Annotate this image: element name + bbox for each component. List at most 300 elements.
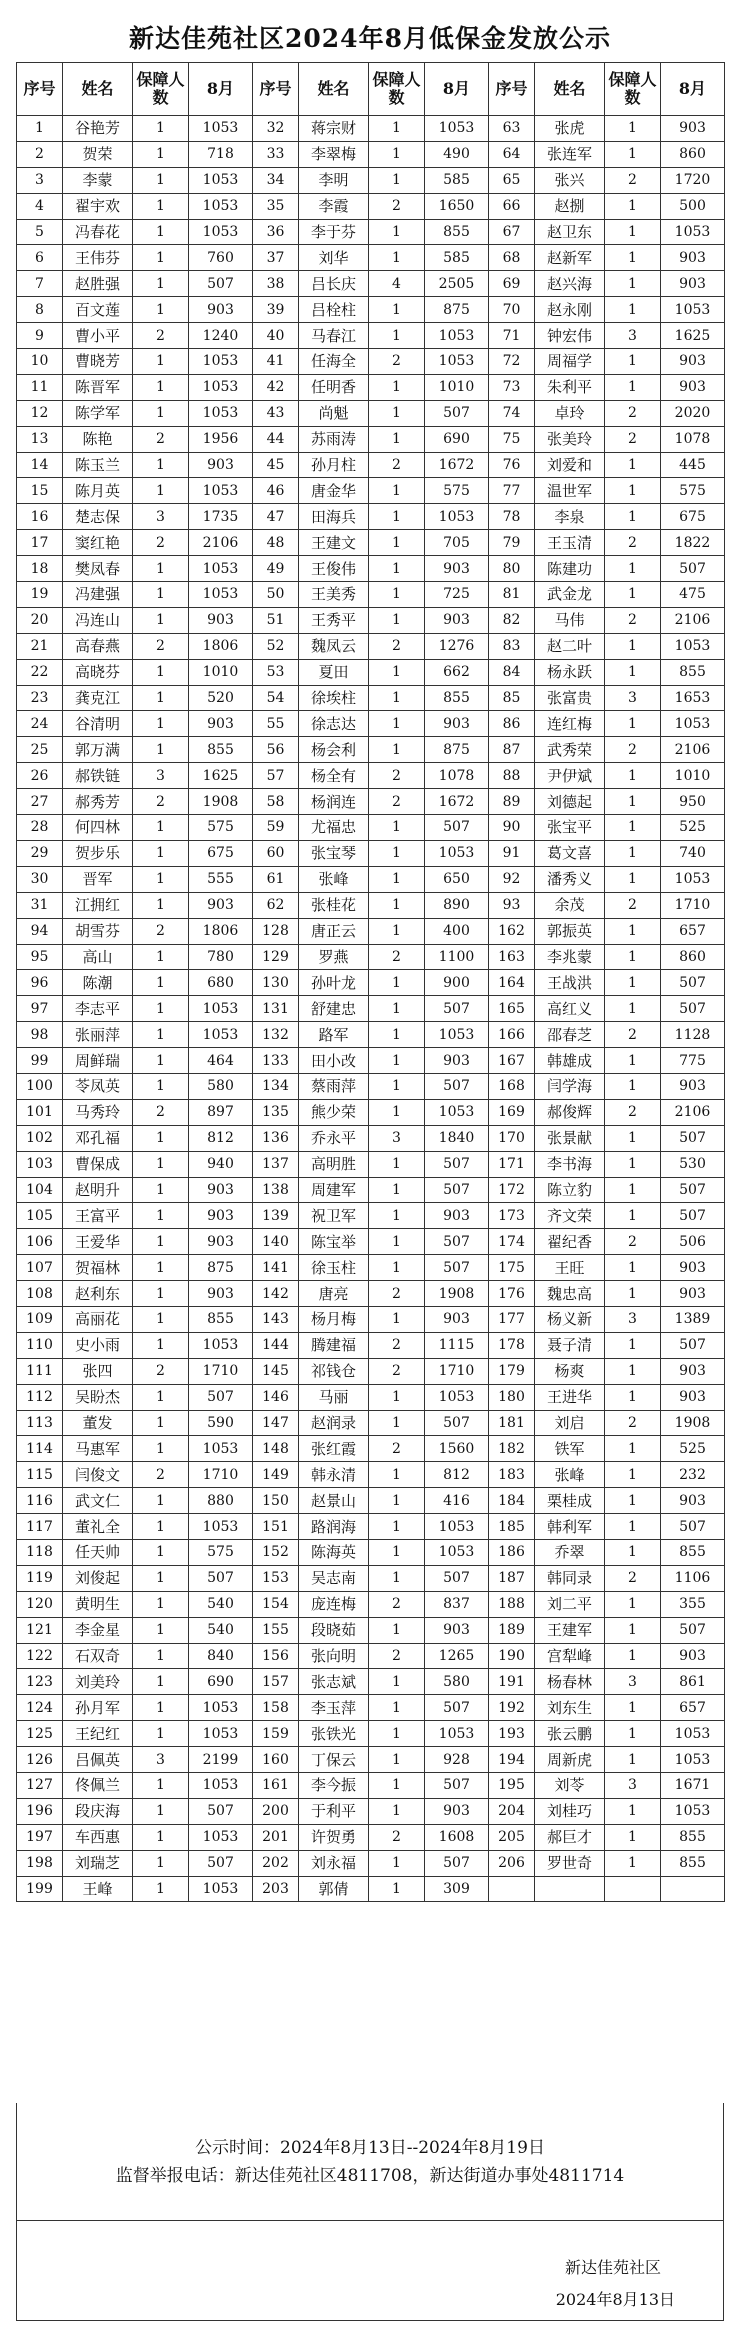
name-cell: 王旺 xyxy=(535,1255,605,1281)
amount-cell: 445 xyxy=(661,452,725,478)
serial-cell: 27 xyxy=(17,789,63,815)
serial-cell: 169 xyxy=(489,1099,535,1125)
members-cell: 1 xyxy=(369,1695,425,1721)
members-cell: 1 xyxy=(133,1669,189,1695)
serial-cell: 120 xyxy=(17,1591,63,1617)
members-cell: 1 xyxy=(369,1565,425,1591)
name-cell: 武秀荣 xyxy=(535,737,605,763)
name-cell: 田小改 xyxy=(299,1048,369,1074)
serial-cell: 170 xyxy=(489,1125,535,1151)
serial-cell: 33 xyxy=(253,141,299,167)
name-cell: 赵润录 xyxy=(299,1410,369,1436)
name-cell: 邵春芝 xyxy=(535,1022,605,1048)
amount-cell: 2106 xyxy=(661,1099,725,1125)
name-cell: 曹保成 xyxy=(63,1151,133,1177)
amount-cell: 525 xyxy=(661,1436,725,1462)
table-row xyxy=(17,1488,725,1514)
amount-cell: 855 xyxy=(661,659,725,685)
name-cell: 王美秀 xyxy=(299,582,369,608)
amount-cell: 507 xyxy=(425,815,489,841)
name-cell: 孙叶龙 xyxy=(299,970,369,996)
name-cell: 李玉萍 xyxy=(299,1695,369,1721)
amount-cell: 507 xyxy=(425,1850,489,1876)
name-cell: 张铁光 xyxy=(299,1721,369,1747)
serial-cell: 164 xyxy=(489,970,535,996)
amount-cell: 903 xyxy=(189,1177,253,1203)
serial-cell: 108 xyxy=(17,1281,63,1307)
serial-cell: 167 xyxy=(489,1048,535,1074)
members-cell: 1 xyxy=(369,374,425,400)
members-cell: 1 xyxy=(369,840,425,866)
serial-cell: 62 xyxy=(253,892,299,918)
serial-cell: 84 xyxy=(489,659,535,685)
amount-cell: 1560 xyxy=(425,1436,489,1462)
name-cell: 杨义新 xyxy=(535,1306,605,1332)
serial-cell: 56 xyxy=(253,737,299,763)
serial-cell: 9 xyxy=(17,323,63,349)
amount-cell: 1106 xyxy=(661,1565,725,1591)
table-row xyxy=(17,763,725,789)
members-cell xyxy=(605,1876,661,1902)
amount-cell: 1053 xyxy=(661,866,725,892)
members-cell: 1 xyxy=(369,1514,425,1540)
amount-cell: 1078 xyxy=(661,426,725,452)
amount-cell: 507 xyxy=(661,1125,725,1151)
name-cell: 窦红艳 xyxy=(63,530,133,556)
members-cell: 1 xyxy=(133,374,189,400)
name-cell: 周新虎 xyxy=(535,1747,605,1773)
amount-cell: 855 xyxy=(661,1539,725,1565)
serial-cell: 12 xyxy=(17,400,63,426)
serial-cell: 187 xyxy=(489,1565,535,1591)
name-cell: 黄明生 xyxy=(63,1591,133,1617)
members-cell: 1 xyxy=(133,1850,189,1876)
table-row xyxy=(17,1073,725,1099)
members-cell: 1 xyxy=(133,1255,189,1281)
name-cell: 徐志达 xyxy=(299,711,369,737)
name-cell: 孙月柱 xyxy=(299,452,369,478)
amount-cell: 1053 xyxy=(425,116,489,142)
members-cell: 1 xyxy=(133,1022,189,1048)
table-row xyxy=(17,1306,725,1332)
name-cell: 闫俊文 xyxy=(63,1462,133,1488)
serial-cell: 46 xyxy=(253,478,299,504)
serial-cell: 192 xyxy=(489,1695,535,1721)
members-cell: 1 xyxy=(133,1565,189,1591)
serial-cell: 144 xyxy=(253,1332,299,1358)
amount-cell: 1053 xyxy=(189,1695,253,1721)
amount-cell: 1806 xyxy=(189,918,253,944)
name-cell: 铁军 xyxy=(535,1436,605,1462)
members-cell: 1 xyxy=(605,789,661,815)
members-cell: 1 xyxy=(133,116,189,142)
name-cell: 刘启 xyxy=(535,1410,605,1436)
serial-cell: 7 xyxy=(17,271,63,297)
members-cell: 1 xyxy=(369,245,425,271)
amount-cell: 2106 xyxy=(661,607,725,633)
amount-cell: 1053 xyxy=(425,1539,489,1565)
members-cell: 1 xyxy=(605,374,661,400)
name-cell: 张峰 xyxy=(535,1462,605,1488)
name-cell: 唐正云 xyxy=(299,918,369,944)
serial-cell: 74 xyxy=(489,400,535,426)
name-cell: 刘美玲 xyxy=(63,1669,133,1695)
members-cell: 2 xyxy=(605,607,661,633)
members-cell: 1 xyxy=(369,1203,425,1229)
members-cell: 1 xyxy=(369,1721,425,1747)
name-cell: 葛文喜 xyxy=(535,840,605,866)
serial-cell: 44 xyxy=(253,426,299,452)
serial-cell: 14 xyxy=(17,452,63,478)
name-cell: 车西惠 xyxy=(63,1824,133,1850)
serial-cell: 6 xyxy=(17,245,63,271)
members-cell: 1 xyxy=(605,1332,661,1358)
members-cell: 1 xyxy=(605,1747,661,1773)
amount-cell: 903 xyxy=(425,607,489,633)
members-cell: 1 xyxy=(369,1773,425,1799)
serial-cell: 91 xyxy=(489,840,535,866)
amount-cell: 507 xyxy=(425,400,489,426)
name-cell: 马丽 xyxy=(299,1384,369,1410)
serial-cell: 168 xyxy=(489,1073,535,1099)
amount-cell: 903 xyxy=(189,607,253,633)
name-cell: 周建军 xyxy=(299,1177,369,1203)
table-row xyxy=(17,815,725,841)
amount-cell: 1710 xyxy=(189,1358,253,1384)
serial-cell: 138 xyxy=(253,1177,299,1203)
name-cell: 李明 xyxy=(299,167,369,193)
amount-cell: 903 xyxy=(425,1798,489,1824)
members-cell: 1 xyxy=(133,1539,189,1565)
name-cell: 龚克江 xyxy=(63,685,133,711)
name-cell: 段庆海 xyxy=(63,1798,133,1824)
serial-cell: 136 xyxy=(253,1125,299,1151)
members-cell: 1 xyxy=(605,556,661,582)
serial-cell: 90 xyxy=(489,815,535,841)
serial-cell: 29 xyxy=(17,840,63,866)
members-cell: 1 xyxy=(369,685,425,711)
serial-cell: 116 xyxy=(17,1488,63,1514)
members-cell: 1 xyxy=(369,1177,425,1203)
amount-cell: 840 xyxy=(189,1643,253,1669)
name-cell: 郭振英 xyxy=(535,918,605,944)
members-cell: 1 xyxy=(369,141,425,167)
name-cell: 刘桂巧 xyxy=(535,1798,605,1824)
serial-cell: 47 xyxy=(253,504,299,530)
name-cell: 陈晋军 xyxy=(63,374,133,400)
name-cell: 任海全 xyxy=(299,349,369,375)
amount-cell: 530 xyxy=(661,1151,725,1177)
serial-cell: 59 xyxy=(253,815,299,841)
members-cell: 1 xyxy=(133,996,189,1022)
members-cell: 1 xyxy=(133,167,189,193)
name-cell: 周福学 xyxy=(535,349,605,375)
serial-cell: 146 xyxy=(253,1384,299,1410)
serial-cell: 50 xyxy=(253,582,299,608)
members-cell: 1 xyxy=(369,1462,425,1488)
name-cell: 冯建强 xyxy=(63,582,133,608)
name-cell: 高丽花 xyxy=(63,1306,133,1332)
members-cell: 1 xyxy=(605,840,661,866)
amount-cell: 1053 xyxy=(189,167,253,193)
serial-cell: 122 xyxy=(17,1643,63,1669)
serial-cell: 76 xyxy=(489,452,535,478)
serial-cell: 101 xyxy=(17,1099,63,1125)
members-cell: 1 xyxy=(133,297,189,323)
amount-cell: 464 xyxy=(189,1048,253,1074)
name-cell: 李泉 xyxy=(535,504,605,530)
members-cell: 1 xyxy=(133,685,189,711)
table-row xyxy=(17,1125,725,1151)
serial-cell: 1 xyxy=(17,116,63,142)
amount-cell: 650 xyxy=(425,866,489,892)
members-cell: 1 xyxy=(133,1617,189,1643)
amount-cell: 580 xyxy=(425,1669,489,1695)
name-cell: 刘华 xyxy=(299,245,369,271)
members-cell: 1 xyxy=(369,1410,425,1436)
serial-cell: 166 xyxy=(489,1022,535,1048)
name-cell: 路军 xyxy=(299,1022,369,1048)
name-cell: 陈玉兰 xyxy=(63,452,133,478)
members-cell: 2 xyxy=(133,530,189,556)
members-cell: 2 xyxy=(605,1565,661,1591)
amount-cell: 903 xyxy=(661,1255,725,1281)
table-row xyxy=(17,141,725,167)
amount-cell: 903 xyxy=(189,297,253,323)
name-cell: 董礼全 xyxy=(63,1514,133,1540)
members-cell: 1 xyxy=(133,970,189,996)
name-cell: 丁保云 xyxy=(299,1747,369,1773)
members-cell: 1 xyxy=(133,1798,189,1824)
table-row xyxy=(17,1410,725,1436)
members-cell: 1 xyxy=(133,1488,189,1514)
notice-period: 公示时间：2024年8月13日--2024年8月19日 xyxy=(195,2137,545,2158)
name-cell: 赵二叶 xyxy=(535,633,605,659)
amount-cell: 1653 xyxy=(661,685,725,711)
amount-cell: 1010 xyxy=(189,659,253,685)
name-cell: 佟佩兰 xyxy=(63,1773,133,1799)
serial-cell: 112 xyxy=(17,1384,63,1410)
table-row xyxy=(17,1332,725,1358)
serial-cell: 135 xyxy=(253,1099,299,1125)
members-cell: 1 xyxy=(369,711,425,737)
name-cell: 连红梅 xyxy=(535,711,605,737)
amount-cell: 903 xyxy=(425,1048,489,1074)
members-cell: 1 xyxy=(133,1332,189,1358)
column-header: 序号 xyxy=(17,63,63,116)
members-cell: 1 xyxy=(369,1229,425,1255)
serial-cell: 131 xyxy=(253,996,299,1022)
name-cell: 刘俊起 xyxy=(63,1565,133,1591)
table-row xyxy=(17,556,725,582)
name-cell: 段晓茹 xyxy=(299,1617,369,1643)
table-row xyxy=(17,840,725,866)
name-cell: 赵新军 xyxy=(535,245,605,271)
name-cell: 冯连山 xyxy=(63,607,133,633)
name-cell: 何四林 xyxy=(63,815,133,841)
amount-cell: 1908 xyxy=(189,789,253,815)
members-cell: 1 xyxy=(605,219,661,245)
name-cell: 陈月英 xyxy=(63,478,133,504)
table-row xyxy=(17,970,725,996)
members-cell: 1 xyxy=(369,1669,425,1695)
amount-cell: 540 xyxy=(189,1591,253,1617)
name-cell: 高明胜 xyxy=(299,1151,369,1177)
name-cell: 石双奇 xyxy=(63,1643,133,1669)
members-cell: 1 xyxy=(369,659,425,685)
amount-cell: 675 xyxy=(661,504,725,530)
page-title: 新达佳苑社区2024年8月低保金发放公示 xyxy=(129,24,611,53)
serial-cell: 13 xyxy=(17,426,63,452)
name-cell: 王进华 xyxy=(535,1384,605,1410)
serial-cell: 82 xyxy=(489,607,535,633)
members-cell: 1 xyxy=(369,556,425,582)
name-cell: 郭倩 xyxy=(299,1876,369,1902)
amount-cell: 903 xyxy=(189,1203,253,1229)
column-header: 序号 xyxy=(253,63,299,116)
name-cell: 熊少荣 xyxy=(299,1099,369,1125)
name-cell: 张宝平 xyxy=(535,815,605,841)
amount-cell: 903 xyxy=(661,1358,725,1384)
name-cell: 李书海 xyxy=(535,1151,605,1177)
name-cell: 苏雨涛 xyxy=(299,426,369,452)
members-cell: 2 xyxy=(133,633,189,659)
amount-cell: 662 xyxy=(425,659,489,685)
name-cell: 蒋宗财 xyxy=(299,116,369,142)
amount-cell: 1115 xyxy=(425,1332,489,1358)
serial-cell: 133 xyxy=(253,1048,299,1074)
members-cell: 1 xyxy=(369,478,425,504)
serial-cell: 68 xyxy=(489,245,535,271)
members-cell: 1 xyxy=(605,1617,661,1643)
amount-cell: 1053 xyxy=(661,711,725,737)
amount-cell: 903 xyxy=(189,452,253,478)
amount-cell: 855 xyxy=(425,219,489,245)
amount-cell: 860 xyxy=(661,944,725,970)
members-cell: 2 xyxy=(369,789,425,815)
name-cell: 杨会利 xyxy=(299,737,369,763)
amount-cell: 1053 xyxy=(425,840,489,866)
amount-cell: 232 xyxy=(661,1462,725,1488)
amount-cell: 903 xyxy=(425,1203,489,1229)
name-cell: 江拥红 xyxy=(63,892,133,918)
name-cell: 翟纪香 xyxy=(535,1229,605,1255)
members-cell: 1 xyxy=(605,1591,661,1617)
members-cell: 1 xyxy=(369,530,425,556)
amount-cell: 855 xyxy=(189,737,253,763)
amount-cell: 1625 xyxy=(189,763,253,789)
members-cell: 1 xyxy=(369,297,425,323)
amount-cell: 1053 xyxy=(661,1747,725,1773)
amount-cell: 507 xyxy=(425,996,489,1022)
amount-cell: 507 xyxy=(189,1384,253,1410)
column-header: 姓名 xyxy=(535,63,605,116)
serial-cell: 65 xyxy=(489,167,535,193)
serial-cell: 190 xyxy=(489,1643,535,1669)
amount-cell: 675 xyxy=(189,840,253,866)
serial-cell: 42 xyxy=(253,374,299,400)
name-cell: 任明香 xyxy=(299,374,369,400)
name-cell: 余茂 xyxy=(535,892,605,918)
members-cell: 3 xyxy=(133,1747,189,1773)
amount-cell: 575 xyxy=(189,1539,253,1565)
table-row xyxy=(17,349,725,375)
amount-cell: 940 xyxy=(189,1151,253,1177)
name-cell: 韩同录 xyxy=(535,1565,605,1591)
name-cell: 尚魁 xyxy=(299,400,369,426)
name-cell: 周鲜瑞 xyxy=(63,1048,133,1074)
amount-cell: 1650 xyxy=(425,193,489,219)
serial-cell: 4 xyxy=(17,193,63,219)
name-cell: 谷艳芳 xyxy=(63,116,133,142)
name-cell: 陈学军 xyxy=(63,400,133,426)
serial-cell: 88 xyxy=(489,763,535,789)
table-row xyxy=(17,245,725,271)
amount-cell: 355 xyxy=(661,1591,725,1617)
serial-cell: 180 xyxy=(489,1384,535,1410)
serial-cell: 51 xyxy=(253,607,299,633)
members-cell: 1 xyxy=(133,400,189,426)
serial-cell: 85 xyxy=(489,685,535,711)
serial-cell: 205 xyxy=(489,1824,535,1850)
members-cell: 2 xyxy=(369,349,425,375)
amount-cell: 1053 xyxy=(189,1824,253,1850)
table-row xyxy=(17,1358,725,1384)
amount-cell: 837 xyxy=(425,1591,489,1617)
name-cell: 杨永跃 xyxy=(535,659,605,685)
members-cell: 1 xyxy=(369,504,425,530)
serial-cell: 48 xyxy=(253,530,299,556)
name-cell: 郝巨才 xyxy=(535,1824,605,1850)
column-header: 序号 xyxy=(489,63,535,116)
amount-cell: 861 xyxy=(661,1669,725,1695)
name-cell: 温世军 xyxy=(535,478,605,504)
name-cell: 曹晓芳 xyxy=(63,349,133,375)
members-cell: 1 xyxy=(133,815,189,841)
table-row xyxy=(17,1177,725,1203)
column-header: 保障人数 xyxy=(369,63,425,116)
name-cell: 李兆蒙 xyxy=(535,944,605,970)
table-row xyxy=(17,323,725,349)
name-cell: 蔡雨萍 xyxy=(299,1073,369,1099)
members-cell: 4 xyxy=(369,271,425,297)
serial-cell: 149 xyxy=(253,1462,299,1488)
serial-cell: 161 xyxy=(253,1773,299,1799)
members-cell: 1 xyxy=(133,1384,189,1410)
name-cell: 吕长庆 xyxy=(299,271,369,297)
members-cell: 2 xyxy=(605,892,661,918)
name-cell: 于利平 xyxy=(299,1798,369,1824)
name-cell: 翟宇欢 xyxy=(63,193,133,219)
members-cell: 1 xyxy=(605,478,661,504)
table-row xyxy=(17,918,725,944)
serial-cell: 176 xyxy=(489,1281,535,1307)
serial-cell: 134 xyxy=(253,1073,299,1099)
name-cell: 晋军 xyxy=(63,866,133,892)
serial-cell: 35 xyxy=(253,193,299,219)
serial-cell: 96 xyxy=(17,970,63,996)
members-cell: 1 xyxy=(133,944,189,970)
amount-cell: 775 xyxy=(661,1048,725,1074)
serial-cell: 194 xyxy=(489,1747,535,1773)
table-header-row xyxy=(17,63,725,116)
table-row xyxy=(17,452,725,478)
serial-cell: 191 xyxy=(489,1669,535,1695)
members-cell: 2 xyxy=(369,1643,425,1669)
amount-cell: 507 xyxy=(661,1177,725,1203)
name-cell: 谷清明 xyxy=(63,711,133,737)
serial-cell: 125 xyxy=(17,1721,63,1747)
